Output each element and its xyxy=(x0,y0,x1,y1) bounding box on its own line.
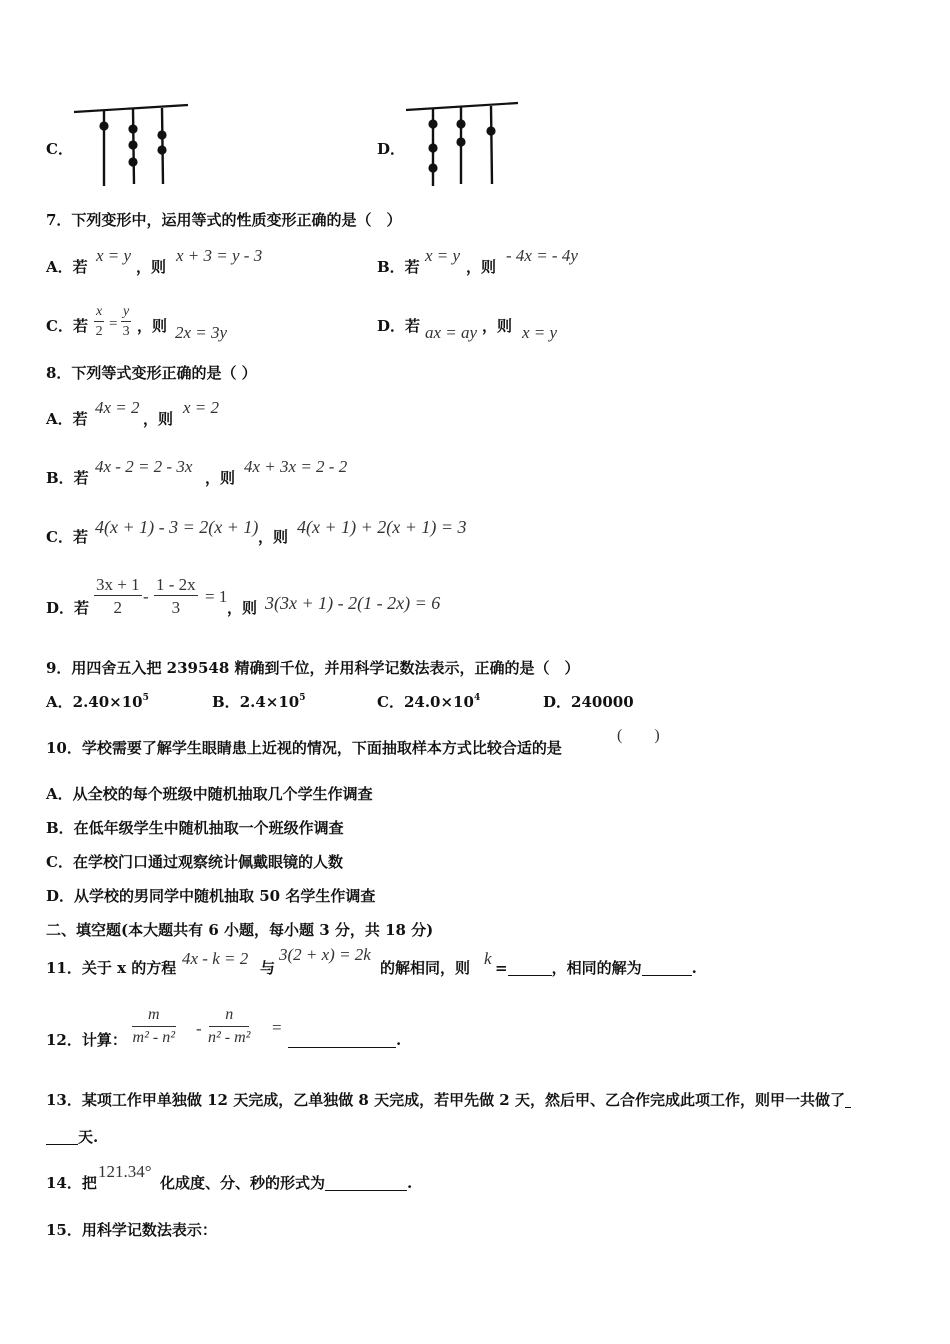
section-2-title: 二、填空题(本大题共有 6 小题，每小题 3 分，共 18 分) xyxy=(46,921,434,939)
q12-fraction-1 xyxy=(132,1007,176,1046)
q11-mid: 与 xyxy=(260,959,276,977)
q7-d-label: D．若 xyxy=(377,317,421,335)
q7-d-result: x = y xyxy=(522,323,558,342)
q9-d-value: 240000 xyxy=(571,693,634,711)
q9-b-label: B． xyxy=(212,693,240,711)
q9-option-c xyxy=(377,695,480,710)
q14-answer-line xyxy=(160,1176,412,1191)
q14-angle-value: 121.34° xyxy=(98,1162,152,1181)
q12-prefix: 12．计算： xyxy=(46,1031,127,1049)
q8-d-equals-one: = 1 xyxy=(205,587,228,606)
q8-b-condition: 4x - 2 = 2 - 3x xyxy=(95,457,193,476)
q9-option-a xyxy=(46,695,149,710)
q7-c-fraction-y xyxy=(121,305,131,339)
q14-end: . xyxy=(407,1174,413,1192)
q10-option-c: C．在学校门口通过观察统计佩戴眼镜的人数 xyxy=(46,853,343,871)
q8-b-label: B．若 xyxy=(46,469,89,487)
q7-c-fraction-x xyxy=(94,305,104,339)
q7-b-result: - 4x = - 4y xyxy=(506,246,578,265)
q12-f1-den: m² - n² xyxy=(132,1029,176,1046)
q8-d-fraction-2 xyxy=(154,576,198,616)
q8-c-result: 4(x + 1) + 2(x + 1) = 3 xyxy=(297,517,467,537)
abacus-d-figure xyxy=(402,98,527,190)
q7-d-then: ，则 xyxy=(482,317,513,335)
q8-d-minus: - xyxy=(143,587,149,606)
q12-equals: = xyxy=(272,1018,282,1037)
q11-blank-solution[interactable] xyxy=(642,961,692,976)
q12-answer xyxy=(288,1033,401,1048)
q8-a-condition: 4x = 2 xyxy=(95,398,140,417)
q11-var-k: k xyxy=(484,949,492,968)
q11-mid2: 的解相同，则 xyxy=(380,959,471,977)
q7-a-condition: x = y xyxy=(96,246,132,265)
q10-option-d: D．从学校的男同学中随机抽取 50 名学生作调查 xyxy=(46,887,376,905)
q7-a-then: ，则 xyxy=(136,258,167,276)
q13-text: 13．某项工作甲单独做 12 天完成，乙单独做 8 天完成，若甲先做 2 天，然后甲、乙合作完成此项工作，则甲一共做了 xyxy=(46,1091,845,1109)
q12-f2-den: n² - m² xyxy=(208,1029,251,1046)
q9-a-label: A． xyxy=(46,693,73,711)
q10-paren: ( ) xyxy=(617,727,660,744)
q8-d-result: 3(3x + 1) - 2(1 - 2x) = 6 xyxy=(265,593,441,613)
q12-blank[interactable] xyxy=(288,1033,396,1048)
q13-blank-end[interactable] xyxy=(46,1130,78,1145)
q13-line-2 xyxy=(46,1130,98,1145)
q11-equation-1: 4x - k = 2 xyxy=(182,949,249,968)
q11-blank-k[interactable] xyxy=(508,961,552,976)
q8-d-f1-den: 2 xyxy=(113,598,123,617)
q6-option-d-label: D． xyxy=(377,140,406,158)
q11-equation-2: 3(2 + x) = 2k xyxy=(279,945,371,964)
q8-c-label: C．若 xyxy=(46,528,88,546)
q11-equals: = xyxy=(495,959,508,977)
q12-minus: - xyxy=(196,1019,202,1038)
q8-c-condition: 4(x + 1) - 3 = 2(x + 1) xyxy=(95,517,259,537)
q14-prefix: 14．把 xyxy=(46,1174,97,1192)
q7-b-condition: x = y xyxy=(425,246,461,265)
q9-b-base: 2.4×10 xyxy=(239,693,300,711)
q13-blank-start[interactable] xyxy=(845,1093,851,1108)
q7-d-condition: ax = ay xyxy=(425,323,478,342)
q12-f1-num: m xyxy=(132,1007,176,1027)
q14-mid: 化成度、分、秒的形式为 xyxy=(160,1174,326,1192)
q7-b-label: B．若 xyxy=(377,258,420,276)
q11-end: . xyxy=(691,959,697,977)
q7-c-lhs-num: x xyxy=(94,305,104,322)
q9-a-exp: 5 xyxy=(142,693,149,703)
q8-a-then: ，则 xyxy=(143,410,174,428)
q12-f2-num: n xyxy=(209,1007,249,1027)
q7-c-lhs-den: 2 xyxy=(95,324,103,339)
q7-c-label: C．若 xyxy=(46,317,88,335)
q8-d-fraction-1 xyxy=(94,576,142,616)
q8-b-result: 4x + 3x = 2 - 2 xyxy=(244,457,348,476)
q15-stem: 15．用科学记数法表示： xyxy=(46,1221,217,1239)
q9-c-base: 24.0×10 xyxy=(403,693,474,711)
q9-a-base: 2.40×10 xyxy=(72,693,143,711)
q9-option-b xyxy=(212,695,306,710)
q11-prefix: 11．关于 x 的方程 xyxy=(46,959,177,977)
q8-b-then: ，则 xyxy=(205,469,236,487)
q7-a-label: A．若 xyxy=(46,258,88,276)
q8-d-then: ，则 xyxy=(227,599,258,617)
q7-stem: 7．下列变形中，运用等式的性质变形正确的是（ ） xyxy=(46,211,402,229)
q9-d-label: D． xyxy=(543,693,572,711)
q8-d-f2-num: 1 - 2x xyxy=(156,575,196,594)
q8-a-result: x = 2 xyxy=(183,398,220,417)
q7-c-rhs-den: 3 xyxy=(122,324,130,339)
q7-c-equals: = xyxy=(109,316,118,332)
q8-d-f2-den: 3 xyxy=(171,598,181,617)
q11-answer-line xyxy=(495,961,697,976)
abacus-c-figure xyxy=(70,100,195,190)
q7-b-then: ，则 xyxy=(466,258,497,276)
q12-fraction-2 xyxy=(208,1007,250,1046)
q11-suffix: ，相同的解为 xyxy=(551,959,642,977)
q7-c-then: ，则 xyxy=(137,317,168,335)
q8-a-label: A．若 xyxy=(46,410,88,428)
q6-option-c-label: C． xyxy=(46,140,73,158)
q8-d-f1-num: 3x + 1 xyxy=(96,575,140,594)
q14-blank[interactable] xyxy=(325,1176,407,1191)
q9-b-exp: 5 xyxy=(299,693,306,703)
q9-c-label: C． xyxy=(377,693,404,711)
q7-c-rhs-num: y xyxy=(121,305,131,322)
q10-stem: 10．学校需要了解学生眼睛患上近视的情况，下面抽取样本方式比较合适的是 xyxy=(46,739,562,757)
q8-d-label: D．若 xyxy=(46,599,90,617)
q10-option-a: A．从全校的每个班级中随机抽取几个学生作调查 xyxy=(46,785,373,803)
q8-c-then: ，则 xyxy=(258,528,289,546)
q10-option-b: B．在低年级学生中随机抽取一个班级作调查 xyxy=(46,819,344,837)
q7-c-result: 2x = 3y xyxy=(175,323,228,342)
q12-end: . xyxy=(396,1031,402,1049)
q9-stem: 9．用四舍五入把 239548 精确到千位，并用科学记数法表示，正确的是（ ） xyxy=(46,659,580,677)
q13-line-1 xyxy=(46,1093,851,1108)
q9-option-d xyxy=(543,695,634,710)
q7-a-result: x + 3 = y - 3 xyxy=(176,246,263,265)
q9-c-exp: 4 xyxy=(473,693,481,703)
q13-suffix: 天. xyxy=(78,1128,99,1146)
q8-stem: 8．下列等式变形正确的是（ ） xyxy=(46,364,257,382)
